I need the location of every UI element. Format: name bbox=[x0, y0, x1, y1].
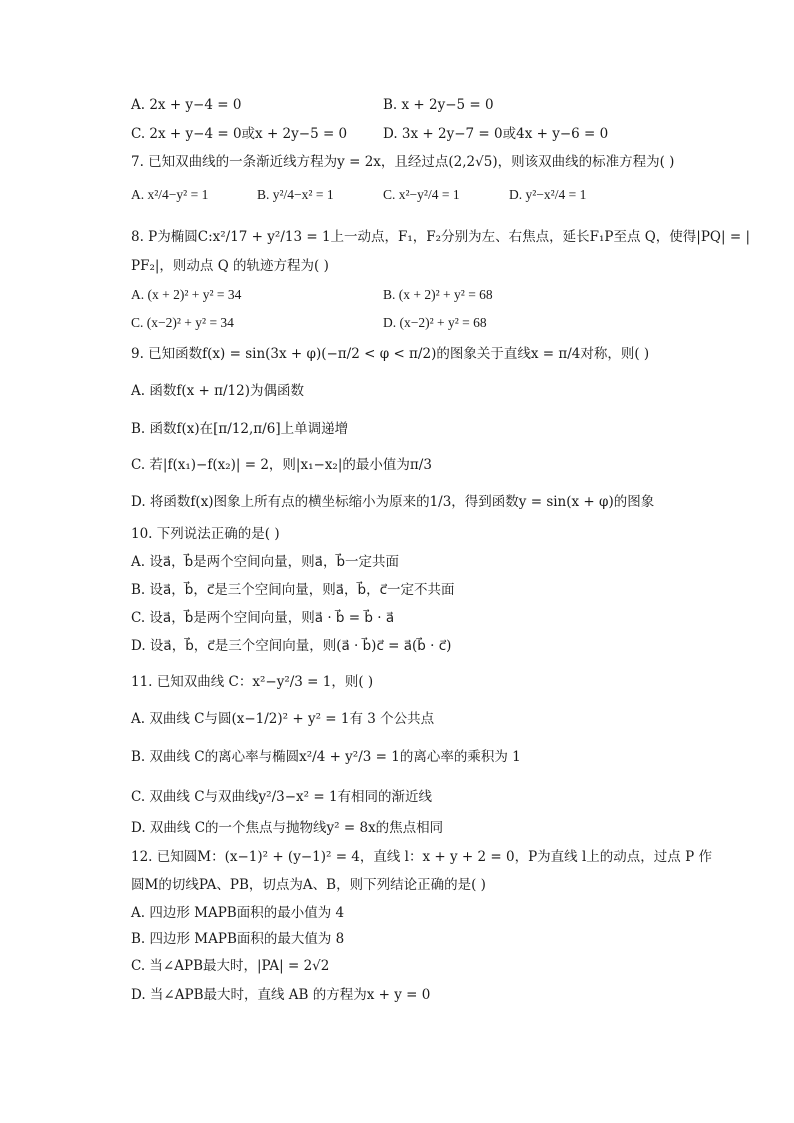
option-b: B. x + 2y−5 = 0 bbox=[383, 97, 494, 113]
q10-option-c: C. 设a⃗，b⃗是两个空间向量，则a⃗ · b⃗ = b⃗ · a⃗ bbox=[131, 610, 395, 626]
option-c: C. 2x + y−4 = 0或x + 2y−5 = 0 bbox=[131, 126, 348, 142]
q7-option-a: A. x²/4−y² = 1 bbox=[131, 187, 209, 202]
q9-option-b: B. 函数f(x)在[π/12,π/6]上单调递增 bbox=[131, 421, 349, 437]
q7-option-d: D. y²−x²/4 = 1 bbox=[509, 187, 587, 202]
question-8-stem-line2: PF₂|，则动点 Q 的轨迹方程为( ) bbox=[131, 258, 329, 274]
question-12-stem-line2: 圆M的切线PA、PB，切点为A、B，则下列结论正确的是( ) bbox=[131, 877, 486, 893]
q11-option-b: B. 双曲线 C的离心率与椭圆x²/4 + y²/3 = 1的离心率的乘积为 1 bbox=[131, 749, 521, 765]
question-8-stem-line1: 8. P为椭圆C:x²/17 + y²/13 = 1上一动点，F₁，F₂分别为左、右焦点，延长F₁P至点 Q，使得|PQ| = | bbox=[131, 229, 750, 245]
q8-option-c: C. (x−2)² + y² = 34 bbox=[131, 315, 234, 330]
q9-option-d: D. 将函数f(x)图象上所有点的横坐标缩小为原来的1/3，得到函数y = sin(x + φ)的图象 bbox=[131, 494, 655, 510]
question-7-stem: 7. 已知双曲线的一条渐近线方程为y = 2x，且经过点(2,2√5)，则该双曲线的标准方程为( ) bbox=[131, 154, 675, 170]
q8-option-d: D. (x−2)² + y² = 68 bbox=[383, 315, 487, 330]
q10-option-a: A. 设a⃗，b⃗是两个空间向量，则a⃗，b⃗一定共面 bbox=[131, 554, 400, 570]
q10-option-d: D. 设a⃗，b⃗，c⃗是三个空间向量，则(a⃗ · b⃗)c⃗ = a⃗(b⃗ · c⃗) bbox=[131, 638, 452, 654]
q12-option-d: D. 当∠APB最大时，直线 AB 的方程为x + y = 0 bbox=[131, 987, 431, 1003]
q9-option-c: C. 若|f(x₁)−f(x₂)| = 2，则|x₁−x₂|的最小值为π/3 bbox=[131, 457, 432, 473]
question-12-stem-line1: 12. 已知圆M：(x−1)² + (y−1)² = 4，直线 l：x + y + 2 = 0，P为直线 l上的动点，过点 P 作 bbox=[131, 849, 712, 865]
q10-option-b: B. 设a⃗，b⃗，c⃗是三个空间向量，则a⃗，b⃗，c⃗一定不共面 bbox=[131, 582, 455, 598]
question-11-stem: 11. 已知双曲线 C：x²−y²/3 = 1，则( ) bbox=[131, 674, 374, 690]
question-9-stem: 9. 已知函数f(x) = sin(3x + φ)(−π/2 < φ < π/2)的图象关于直线x = π/4对称，则( ) bbox=[131, 346, 650, 362]
q7-option-c: C. x²−y²/4 = 1 bbox=[383, 187, 460, 202]
q8-option-a: A. (x + 2)² + y² = 34 bbox=[131, 287, 242, 302]
q8-option-b: B. (x + 2)² + y² = 68 bbox=[383, 287, 493, 302]
q12-option-a: A. 四边形 MAPB面积的最小值为 4 bbox=[131, 905, 345, 921]
q12-option-b: B. 四边形 MAPB面积的最大值为 8 bbox=[131, 931, 345, 947]
q11-option-a: A. 双曲线 C与圆(x−1/2)² + y² = 1有 3 个公共点 bbox=[131, 711, 435, 727]
q7-option-b: B. y²/4−x² = 1 bbox=[257, 187, 334, 202]
question-10-stem: 10. 下列说法正确的是( ) bbox=[131, 526, 280, 542]
option-a: A. 2x + y−4 = 0 bbox=[131, 97, 242, 113]
q11-option-d: D. 双曲线 C的一个焦点与抛物线y² = 8x的焦点相同 bbox=[131, 820, 444, 836]
q12-option-c: C. 当∠APB最大时，|PA| = 2√2 bbox=[131, 958, 330, 974]
option-d: D. 3x + 2y−7 = 0或4x + y−6 = 0 bbox=[383, 126, 609, 142]
q11-option-c: C. 双曲线 C与双曲线y²/3−x² = 1有相同的渐近线 bbox=[131, 789, 433, 805]
q9-option-a: A. 函数f(x + π/12)为偶函数 bbox=[131, 383, 304, 399]
